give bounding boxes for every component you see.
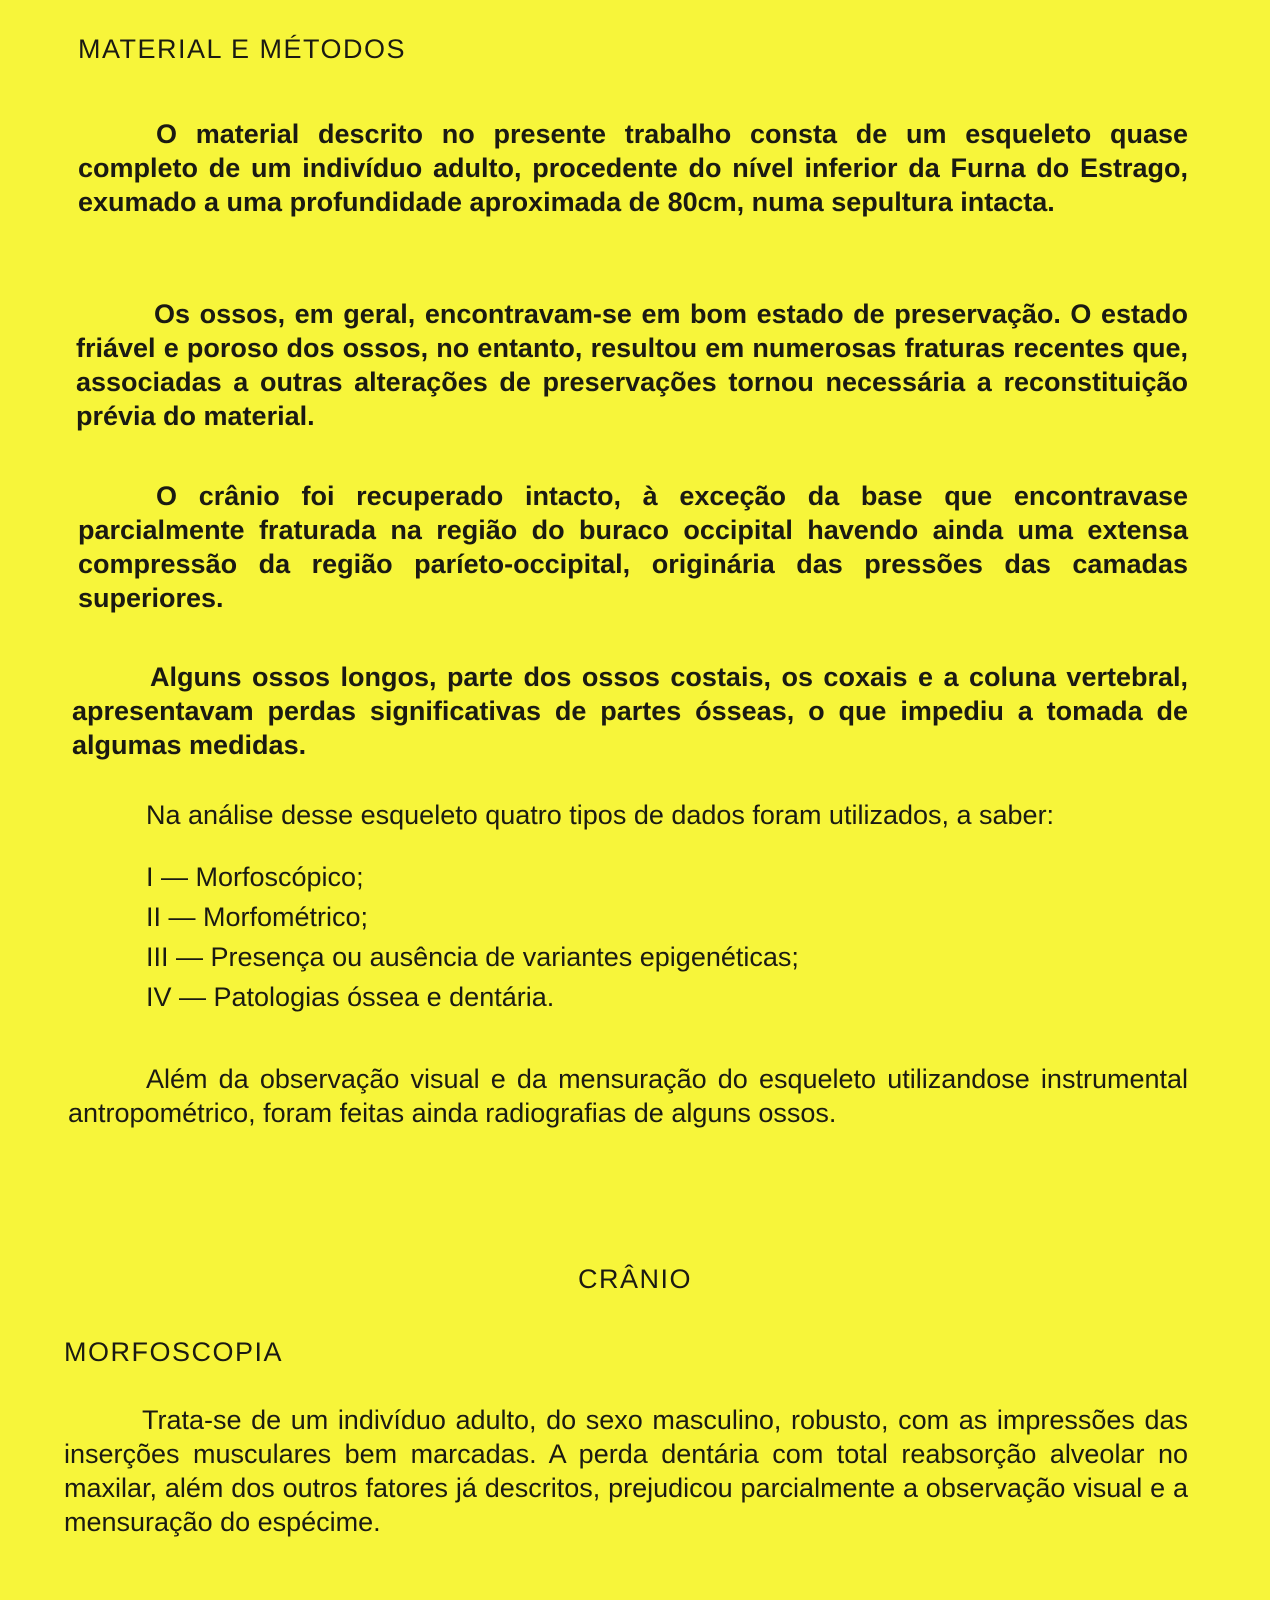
list-item: III — Presença ou ausência de variantes epigenéticas; [146, 942, 799, 972]
list-item: II — Morfométrico; [146, 902, 369, 932]
paragraph-7: Trata-se de um indivíduo adulto, do sexo masculino, robusto, com as impressões das inserções musculares bem marcadas. A perda dentária com total reabsorção alveolar no maxilar, além dos outros fatores já descritos, prejudicou parcialmente a observação visual e a mensuração do espécime. [64, 1405, 1188, 1537]
paragraph-2: Os ossos, em geral, encontravam-se em bom estado de preservação. O estado friável e poroso dos ossos, no entanto, resultou em numerosas fraturas recentes que, associadas a outras alterações de preservações tornou necessária a reconstituição prévia do material. [76, 299, 1188, 431]
paragraph-5: Na análise desse esqueleto quatro tipos de dados foram utilizados, a saber: [146, 800, 1055, 830]
paragraph-1: O material descrito no presente trabalho consta de um esqueleto quase completo de um indivíduo adulto, procedente do nível inferior da Furna do Estrago, exumado a uma profundidade aproximada de 80cm, numa sepultura intacta. [78, 119, 1188, 217]
subsubsection-title: MORFOSCOPIA [64, 1337, 284, 1367]
list-item: I — Morfoscópico; [146, 862, 364, 892]
list-item: IV — Patologias óssea e dentária. [146, 982, 555, 1012]
data-types-list [146, 857, 799, 1017]
paragraph-4: Alguns ossos longos, parte dos ossos costais, os coxais e a coluna vertebral, apresentavam perdas significativas de partes ósseas, o que impediu a tomada de algumas medidas. [72, 662, 1188, 760]
paragraph-3: O crânio foi recuperado intacto, à exceção da base que encontravase parcialmente fraturada na região do buraco occipital havendo ainda uma extensa compressão da região paríeto-occipital, originária das pressões das camadas superiores. [78, 481, 1188, 613]
paragraph-6: Além da observação visual e da mensuração do esqueleto utilizandose instrumental antropométrico, foram feitas ainda radiografias de alguns ossos. [68, 1064, 1188, 1128]
section-title: MATERIAL E MÉTODOS [78, 34, 407, 64]
subsection-title: CRÂNIO [577, 1264, 692, 1294]
